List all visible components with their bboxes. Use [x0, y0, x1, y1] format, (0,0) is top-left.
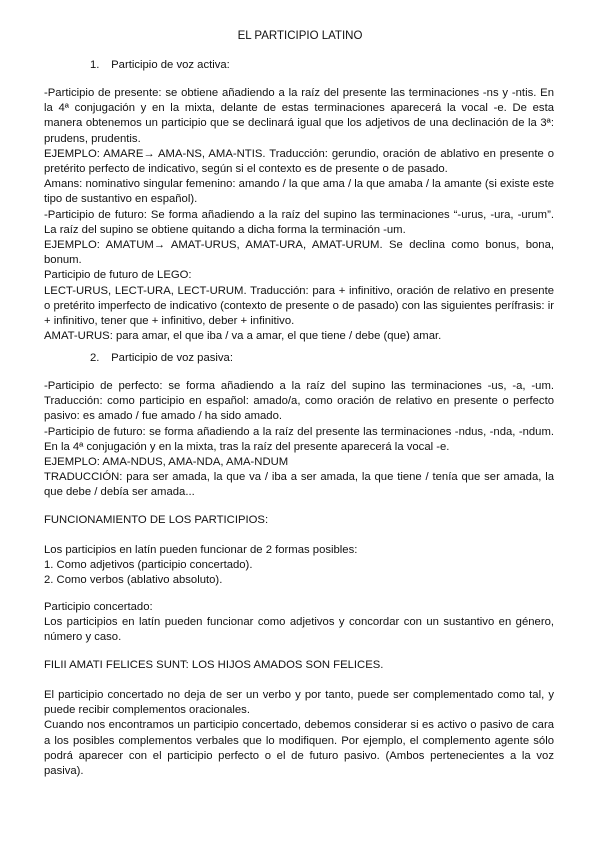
section-2-body	[44, 379, 554, 501]
paragraph: EJEMPLO: AMARE→ AMA-NS, AMA-NTIS. Traducción: gerundio, oración de ablativo en presente o pretérito perfecto de indicativo, según si el contexto es de presente o de pasado.	[44, 147, 554, 176]
paragraph: EJEMPLO: AMA-NDUS, AMA-NDA, AMA-NDUM	[44, 456, 289, 469]
concertado-heading: Participio concertado:	[44, 601, 153, 613]
paragraph: LECT-URUS, LECT-URA, LECT-URUM. Traducción: para + infinitivo, oración de relativo en presente o pretérito imperfecto de indicativo (contexto de presente o de pasado) con las siguientes perífrasis: ir + infinitivo, tener que + infinitivo, deber + infinitivo.	[44, 284, 554, 328]
section-2-heading	[90, 351, 233, 366]
funcionamiento-list	[44, 543, 554, 589]
section-1-body	[44, 86, 554, 344]
funcionamiento-heading: FUNCIONAMIENTO DE LOS PARTICIPIOS:	[44, 514, 269, 526]
list-item: 1. Como adjetivos (participio concertado).	[44, 559, 253, 572]
section-1-heading	[90, 58, 230, 73]
section-2-number: 2.	[90, 352, 100, 364]
paragraph: TRADUCCIÓN: para ser amada, la que va / iba a ser amada, la que tiene / tenía que ser amada, la que debe / debía ser amada...	[44, 471, 554, 499]
paragraph: -Participio de futuro: Se forma añadiendo a la raíz del supino las terminaciones “-urus, -ura, -urum”. La raíz del supino se obtiene quitando a dicha forma la terminación -um.	[44, 208, 554, 236]
concertado-explanation	[44, 688, 554, 779]
concertado-block	[44, 600, 554, 646]
paragraph: El participio concertado no deja de ser un verbo y por tanto, puede ser complementado como tal, y puede recibir complementos oracionales.	[44, 689, 554, 717]
list-item: 2. Como verbos (ablativo absoluto).	[44, 574, 223, 587]
section-2-title: Participio de voz pasiva:	[111, 352, 233, 364]
example-sentence: FILII AMATI FELICES SUNT: LOS HIJOS AMADOS SON FELICES.	[44, 659, 384, 671]
paragraph: -Participio de futuro: se forma añadiendo a la raíz del presente las terminaciones -ndus, -nda, -ndum. En la 4ª conjugación y en la mixta, tras la raíz del presente aparecerá la vocal -e.	[44, 425, 554, 453]
paragraph: EJEMPLO: AMATUM→ AMAT-URUS, AMAT-URA, AMAT-URUM. Se declina como bonus, bona, bonum.	[44, 239, 554, 267]
paragraph: -Participio de perfecto: se forma añadiendo a la raíz del supino las terminaciones -us, -a, -um. Traducción: como participio en español: amado/a, como oración de relativo en presente o perfecto pasivo: es amado / fue amado / ha sido amado.	[44, 380, 554, 423]
document-title: EL PARTICIPIO LATINO	[237, 30, 363, 42]
list-intro: Los participios en latín pueden funcionar de 2 formas posibles:	[44, 544, 358, 556]
section-1-number: 1.	[90, 59, 100, 71]
section-1-title: Participio de voz activa:	[111, 59, 230, 71]
paragraph: Participio de futuro de LEGO:	[44, 269, 192, 282]
paragraph: Cuando nos encontramos un participio concertado, debemos considerar si es activo o pasivo de cara a los posibles complementos verbales que lo modifiquen. Por ejemplo, el complemento agente sólo podrá aparecer con el participio perfecto o el de futuro pasivo. (Ambos pertenecientes a la voz pasiva).	[44, 719, 554, 778]
paragraph: Los participios en latín pueden funcionar como adjetivos y concordar con un sustantivo en género, número y caso.	[44, 616, 554, 644]
paragraph: -Participio de presente: se obtiene añadiendo a la raíz del presente las terminaciones -ns y -ntis. En la 4ª conjugación y en la mixta, delante de estas terminaciones aparecerá la vocal -e. De esta manera obtenemos un participio que se declinará igual que los adjetivos de una declinación de la 3ª: prudens, prudentis.	[44, 87, 554, 145]
paragraph: Amans: nominativo singular femenino: amando / la que ama / la que amaba / la amante (si existe este tipo de sustantivo en español).	[44, 178, 554, 206]
paragraph: AMAT-URUS: para amar, el que iba / va a amar, el que tiene / debe (que) amar.	[44, 330, 442, 343]
